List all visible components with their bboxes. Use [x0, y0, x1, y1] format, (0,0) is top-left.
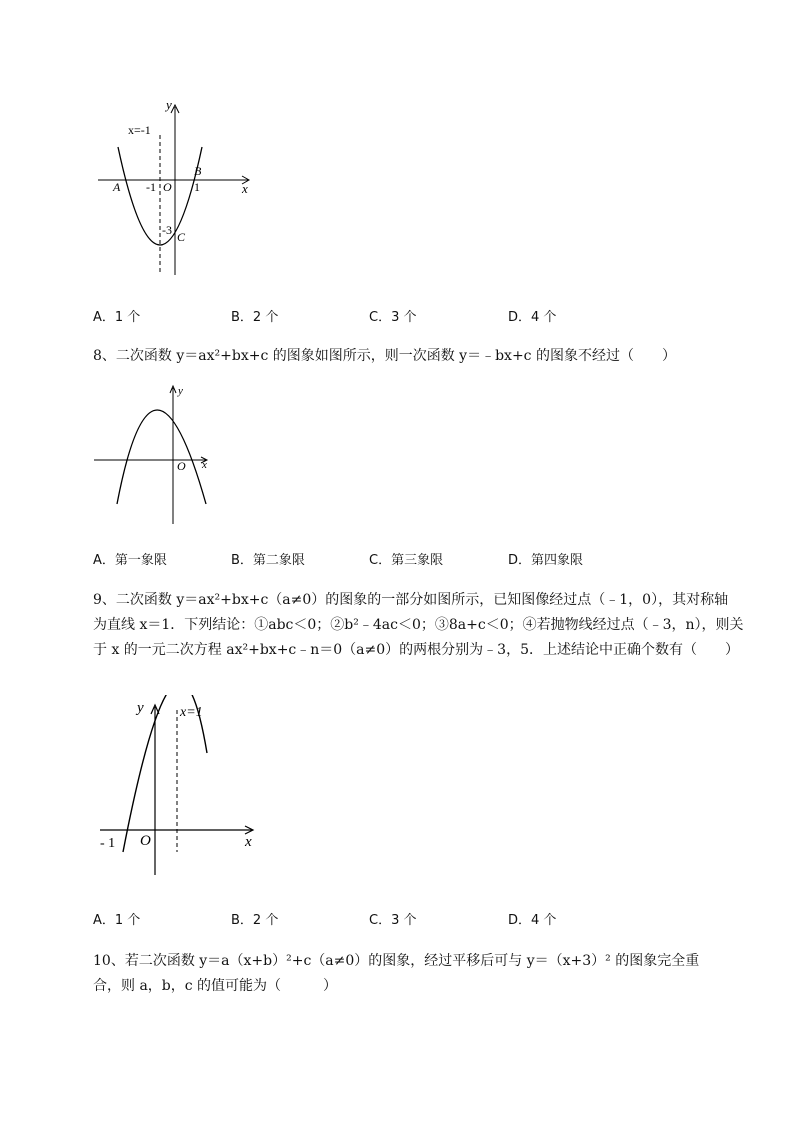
- point-C-label: C: [177, 230, 186, 244]
- figure-q7-parabola: [90, 95, 260, 280]
- tick-neg3: -3: [162, 223, 172, 237]
- figure-q8-parabola: [90, 382, 220, 527]
- tick-neg1: - 1: [100, 836, 116, 851]
- q8-option-c[interactable]: C．第三象限: [369, 553, 444, 568]
- q9-line-3: 于 x 的一元二次方程 ax²+bx+c﹣n＝0（a≠0）的两根分别为﹣3，5．上述结论中正确个数有（ ）: [93, 642, 739, 658]
- symmetry-label: x=-1: [128, 123, 151, 137]
- origin-label: O: [177, 459, 186, 473]
- point-A-label: A: [113, 180, 121, 194]
- q7-option-c[interactable]: C．3 个: [369, 310, 417, 325]
- q9-option-c[interactable]: C．3 个: [369, 913, 417, 928]
- parabola-curve: [118, 147, 202, 245]
- x-label: x: [202, 459, 207, 471]
- symmetry-label: x=1: [180, 705, 203, 720]
- x-label: x: [242, 181, 248, 196]
- tick-1: 1: [194, 180, 200, 194]
- q9-line-1: 9、二次函数 y＝ax²+bx+c（a≠0）的图象的一部分如图所示，已知图像经过点（﹣1，0），其对称轴: [93, 592, 729, 608]
- y-label: y: [137, 700, 144, 716]
- y-label: y: [166, 97, 172, 112]
- q10-line-1: 10、若二次函数 y＝a（x+b）²+c（a≠0）的图象，经过平移后可与 y＝（x+3）² 的图象完全重: [93, 953, 700, 969]
- q9-option-b[interactable]: B．2 个: [231, 913, 279, 928]
- q7-option-b[interactable]: B．2 个: [231, 310, 279, 325]
- origin-label: O: [140, 833, 151, 849]
- point-B-label: B: [194, 164, 202, 178]
- tick-neg1: -1: [146, 180, 156, 194]
- q8-question-text: 8、二次函数 y＝ax²+bx+c 的图象如图所示，则一次函数 y＝﹣bx+c 的图象不经过（ ）: [93, 348, 676, 364]
- q9-option-a[interactable]: A．1 个: [93, 913, 141, 928]
- q7-option-a[interactable]: A．1 个: [93, 310, 141, 325]
- parabola-curve: [117, 410, 206, 504]
- y-label: y: [178, 385, 183, 397]
- figure-q9-parabola: [95, 695, 265, 880]
- q9-line-2: 为直线 x＝1．下列结论：①abc＜0；②b²﹣4ac＜0；③8a+c＜0；④若抛物线经过点（﹣3，n），则关: [93, 617, 744, 633]
- q10-line-2: 合，则 a，b，c 的值可能为（ ）: [93, 978, 338, 994]
- origin-label: O: [163, 180, 172, 194]
- q8-option-b[interactable]: B．第二象限: [231, 553, 305, 568]
- x-label: x: [245, 834, 252, 850]
- q9-option-d[interactable]: D．4 个: [508, 913, 557, 928]
- q7-option-d[interactable]: D．4 个: [508, 310, 557, 325]
- q8-option-a[interactable]: A．第一象限: [93, 553, 167, 568]
- q8-option-d[interactable]: D．第四象限: [508, 553, 584, 568]
